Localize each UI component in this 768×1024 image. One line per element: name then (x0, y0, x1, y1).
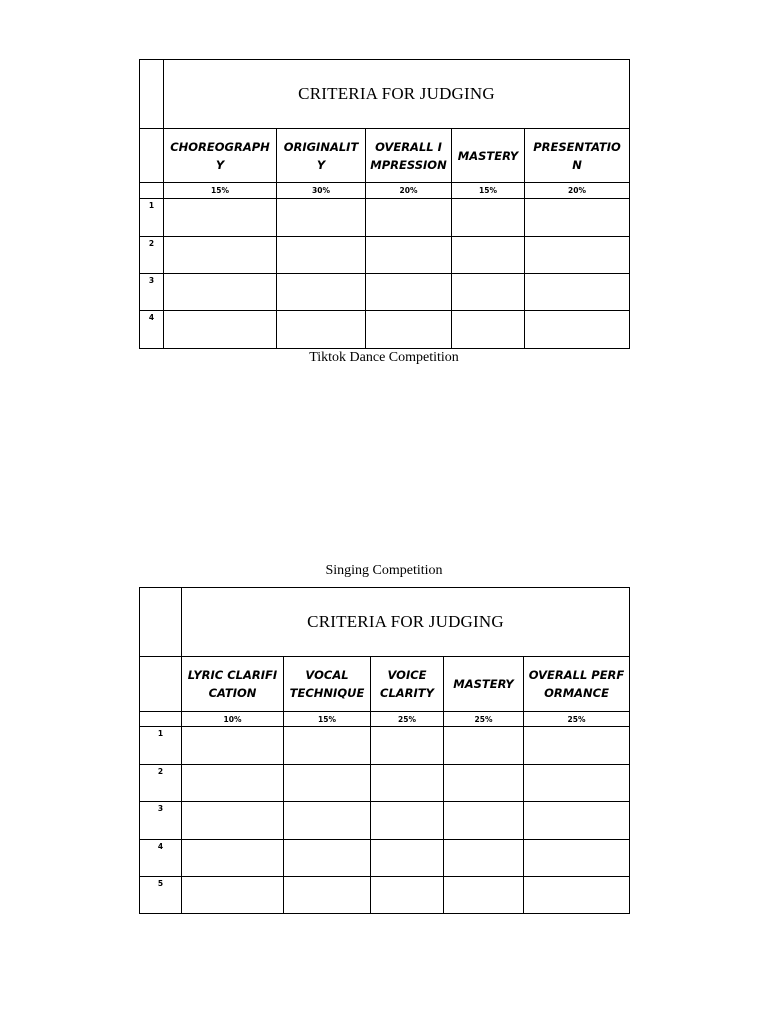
score-cell[interactable] (525, 237, 630, 274)
score-row (140, 840, 630, 877)
score-cell[interactable] (444, 802, 524, 840)
score-cell[interactable] (452, 199, 525, 237)
row-number: 3 (140, 274, 164, 311)
score-cell[interactable] (164, 274, 277, 311)
criterion-mastery: MASTERY (444, 657, 524, 712)
score-cell[interactable] (524, 840, 630, 877)
row-number: 1 (140, 727, 182, 765)
singing-competition-caption: Singing Competition (325, 563, 443, 578)
row-number: 4 (140, 311, 164, 349)
score-row (140, 765, 630, 802)
score-cell[interactable] (182, 877, 284, 914)
score-row (140, 877, 630, 914)
weight-vocal-technique: 15% (284, 712, 371, 727)
weight-overall-impression: 20% (366, 183, 452, 199)
blank-corner-cell (140, 60, 164, 129)
score-cell[interactable] (452, 237, 525, 274)
table-title-row (140, 588, 630, 657)
score-cell[interactable] (525, 274, 630, 311)
score-cell[interactable] (371, 877, 444, 914)
score-cell[interactable] (284, 802, 371, 840)
score-row (140, 802, 630, 840)
criterion-originality: ORIGINALITY (277, 129, 366, 183)
score-cell[interactable] (366, 237, 452, 274)
table-title: CRITERIA FOR JUDGING (164, 60, 630, 129)
score-cell[interactable] (366, 311, 452, 349)
weight-presentation: 20% (525, 183, 630, 199)
score-cell[interactable] (164, 237, 277, 274)
score-cell[interactable] (444, 840, 524, 877)
score-cell[interactable] (164, 199, 277, 237)
weight-row (140, 183, 630, 199)
table-title: CRITERIA FOR JUDGING (182, 588, 630, 657)
score-row (140, 311, 630, 349)
score-cell[interactable] (444, 765, 524, 802)
score-cell[interactable] (182, 765, 284, 802)
criterion-mastery: MASTERY (452, 129, 525, 183)
criterion-choreography: CHOREOGRAPHY (164, 129, 277, 183)
score-cell[interactable] (284, 877, 371, 914)
score-cell[interactable] (525, 199, 630, 237)
blank-weight-cell (140, 712, 182, 727)
score-cell[interactable] (525, 311, 630, 349)
blank-weight-cell (140, 183, 164, 199)
row-number: 2 (140, 765, 182, 802)
score-cell[interactable] (524, 802, 630, 840)
criteria-header-row (140, 657, 630, 712)
blank-corner-cell (140, 588, 182, 657)
score-cell[interactable] (524, 727, 630, 765)
criteria-header-row (140, 129, 630, 183)
dance-criteria-table (139, 59, 630, 349)
score-cell[interactable] (284, 765, 371, 802)
score-cell[interactable] (452, 311, 525, 349)
score-cell[interactable] (277, 311, 366, 349)
score-row (140, 199, 630, 237)
criterion-voice-clarity: VOICE CLARITY (371, 657, 444, 712)
criterion-vocal-technique: VOCAL TECHNIQUE (284, 657, 371, 712)
score-cell[interactable] (524, 877, 630, 914)
score-cell[interactable] (182, 727, 284, 765)
weight-originality: 30% (277, 183, 366, 199)
score-cell[interactable] (371, 802, 444, 840)
score-cell[interactable] (371, 840, 444, 877)
score-row (140, 274, 630, 311)
score-cell[interactable] (371, 727, 444, 765)
score-row (140, 727, 630, 765)
score-cell[interactable] (366, 199, 452, 237)
criterion-presentation: PRESENTATION (525, 129, 630, 183)
score-cell[interactable] (444, 877, 524, 914)
weight-row (140, 712, 630, 727)
criterion-overall-impression: OVERALL IMPRESSION (366, 129, 452, 183)
criterion-overall-performance: OVERALL PERFORMANCE (524, 657, 630, 712)
score-row (140, 237, 630, 274)
score-cell[interactable] (277, 237, 366, 274)
blank-header-cell (140, 129, 164, 183)
score-cell[interactable] (284, 727, 371, 765)
score-cell[interactable] (277, 274, 366, 311)
score-cell[interactable] (277, 199, 366, 237)
score-cell[interactable] (452, 274, 525, 311)
score-cell[interactable] (371, 765, 444, 802)
weight-overall-performance: 25% (524, 712, 630, 727)
weight-choreography: 15% (164, 183, 277, 199)
row-number: 5 (140, 877, 182, 914)
score-cell[interactable] (182, 802, 284, 840)
row-number: 3 (140, 802, 182, 840)
weight-mastery: 25% (444, 712, 524, 727)
singing-criteria-table (139, 587, 630, 914)
score-cell[interactable] (444, 727, 524, 765)
row-number: 2 (140, 237, 164, 274)
score-cell[interactable] (366, 274, 452, 311)
table-title-row (140, 60, 630, 129)
row-number: 1 (140, 199, 164, 237)
weight-mastery: 15% (452, 183, 525, 199)
weight-lyric-clarification: 10% (182, 712, 284, 727)
dance-competition-caption: Tiktok Dance Competition (309, 350, 459, 365)
criterion-lyric-clarification: LYRIC CLARIFICATION (182, 657, 284, 712)
row-number: 4 (140, 840, 182, 877)
score-cell[interactable] (284, 840, 371, 877)
weight-voice-clarity: 25% (371, 712, 444, 727)
score-cell[interactable] (524, 765, 630, 802)
score-cell[interactable] (164, 311, 277, 349)
score-cell[interactable] (182, 840, 284, 877)
blank-header-cell (140, 657, 182, 712)
